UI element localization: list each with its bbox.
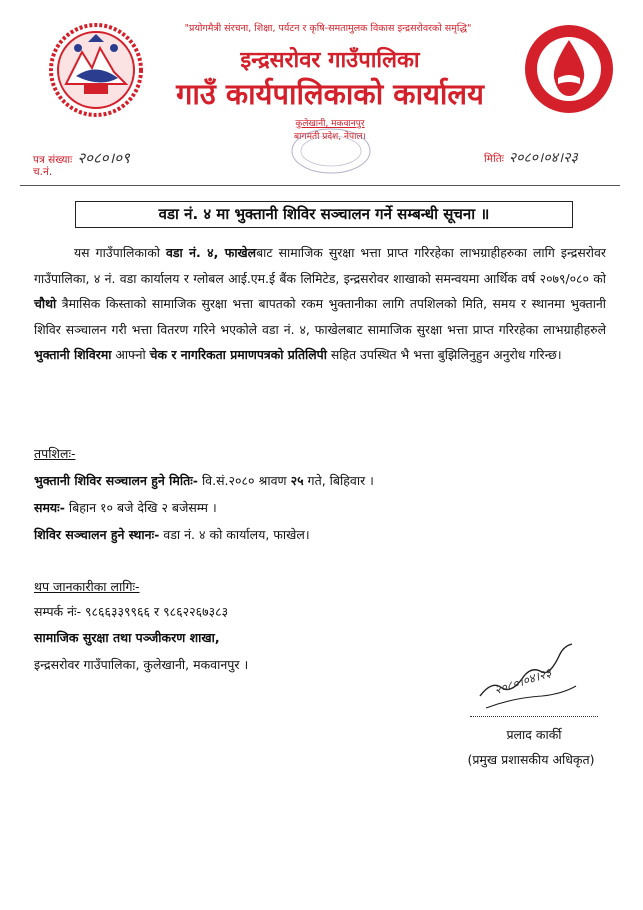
notice-body — [34, 240, 606, 368]
details-time-label: समयः- — [34, 500, 65, 515]
date-block — [484, 147, 578, 167]
body-part-4: आफ्नो — [111, 347, 150, 363]
header-divider — [20, 185, 620, 186]
motto-text: "प्रयोगमैत्री संरचना, शिक्षा, पर्यटन र कृषि-समतामुलक विकास इन्द्रसरोवरको समृद्धि" — [184, 23, 472, 34]
details-date-bold: २५ — [290, 473, 304, 488]
signatory-designation: (प्रमुख प्रशासकीय अधिकृत) — [467, 752, 595, 767]
notice-title: वडा नं. ४ मा भुक्तानी शिविर सञ्चालन गर्ने सम्बन्धी सूचना ॥ — [75, 201, 573, 228]
office-name: गाउँ कार्यपालिकाको कार्यालय — [176, 77, 484, 111]
body-bold-documents: चेक र नागरिकता प्रमाणपत्रको प्रतिलिपी — [149, 347, 327, 363]
contact-office: इन्द्रसरोवर गाउँपालिका, कुलेखानी, मकवानपुर । — [34, 657, 249, 672]
municipality-logo-icon — [522, 22, 616, 116]
patra-value: २०८०।०९ — [77, 149, 130, 167]
body-part-3: त्रैमासिक किस्ताको सामाजिक सुरक्षा भत्ता बापतको रकम भुक्तानीका लागि तपशिलको मिति, समय र स्थानमा भुक्तानी शिविर सञ्चालन गरी भत्ता वितरण गरिने भएकोले वडा नं. ४, फाखेलबाट सामाजिक सुरक्षा भत्ता प्राप्त गरिरहेका लाभग्राहीहरुले — [34, 296, 606, 337]
chalan-label: च.नं. — [33, 166, 53, 178]
office-stamp-icon — [290, 126, 372, 176]
nepal-emblem-icon — [48, 22, 144, 118]
body-bold-ward: वडा नं. ४, फाखेल — [165, 245, 257, 260]
details-heading: तपशिलः- — [34, 446, 76, 461]
details-date-row — [34, 472, 374, 489]
signature-date: २०८०।०४।२३ — [492, 665, 554, 698]
address-line-2: बागमती प्रदेश, नेपाल। — [294, 132, 366, 142]
signature-line — [470, 716, 598, 717]
details-date-label: भुक्तानी शिविर सञ्चालन हुने मितिः- — [34, 473, 198, 488]
contact-phone: सम्पर्क नंः- ९८६६३३९९६६ र ९८६२२६७३८३ — [34, 604, 229, 619]
details-place-value: वडा नं. ४ को कार्यालय, फाखेल। — [159, 527, 310, 542]
signatory-name: प्रलाद कार्की — [506, 727, 562, 742]
municipality-name: इन्द्रसरोवर गाउँपालिका — [240, 48, 420, 73]
details-date-pre: वि.सं.२०८० श्रावण — [197, 473, 291, 488]
details-time-value: बिहान १० बजे देखि २ बजेसम्म । — [64, 500, 217, 515]
address-line-1: कुलेखानी, मकवानपुर — [295, 119, 365, 129]
date-label: मितिः — [484, 153, 504, 165]
body-part-5: सहित उपस्थित भै भत्ता बुझिलिनुहुन अनुरोध गरिन्छ। — [326, 347, 562, 363]
body-bold-quarter: चौथो — [34, 296, 57, 312]
body-part-2: बाट सामाजिक सुरक्षा भत्ता प्राप्त गरिरहेका लाभग्राहीहरुका लागि इन्द्रसरोवर गाउँपालिका, ४ नं. वडा कार्यालय र ग्लोबल आई.एम.ई बैंक लिमिटेड, इन्द्रसरोवर शाखाको समन्वयमा आर्थिक वर्ष २०७९/०८० को — [34, 245, 606, 286]
details-place-row — [34, 526, 310, 543]
details-time-row — [34, 499, 217, 516]
contact-branch: सामाजिक सुरक्षा तथा पञ्जीकरण शाखा, — [34, 630, 220, 645]
details-date-post: गते, बिहिवार । — [303, 473, 374, 488]
body-bold-camp: भुक्तानी शिविरमा — [34, 347, 112, 363]
body-part-1: यस गाउँपालिकाको — [74, 245, 166, 260]
contact-heading: थप जानकारीका लागिः- — [34, 579, 140, 594]
details-place-label: शिविर सञ्चालन हुने स्थानः- — [34, 527, 160, 542]
patra-label: पत्र संख्याः — [33, 154, 73, 166]
date-value: २०८०।०४।२३ — [508, 150, 578, 166]
